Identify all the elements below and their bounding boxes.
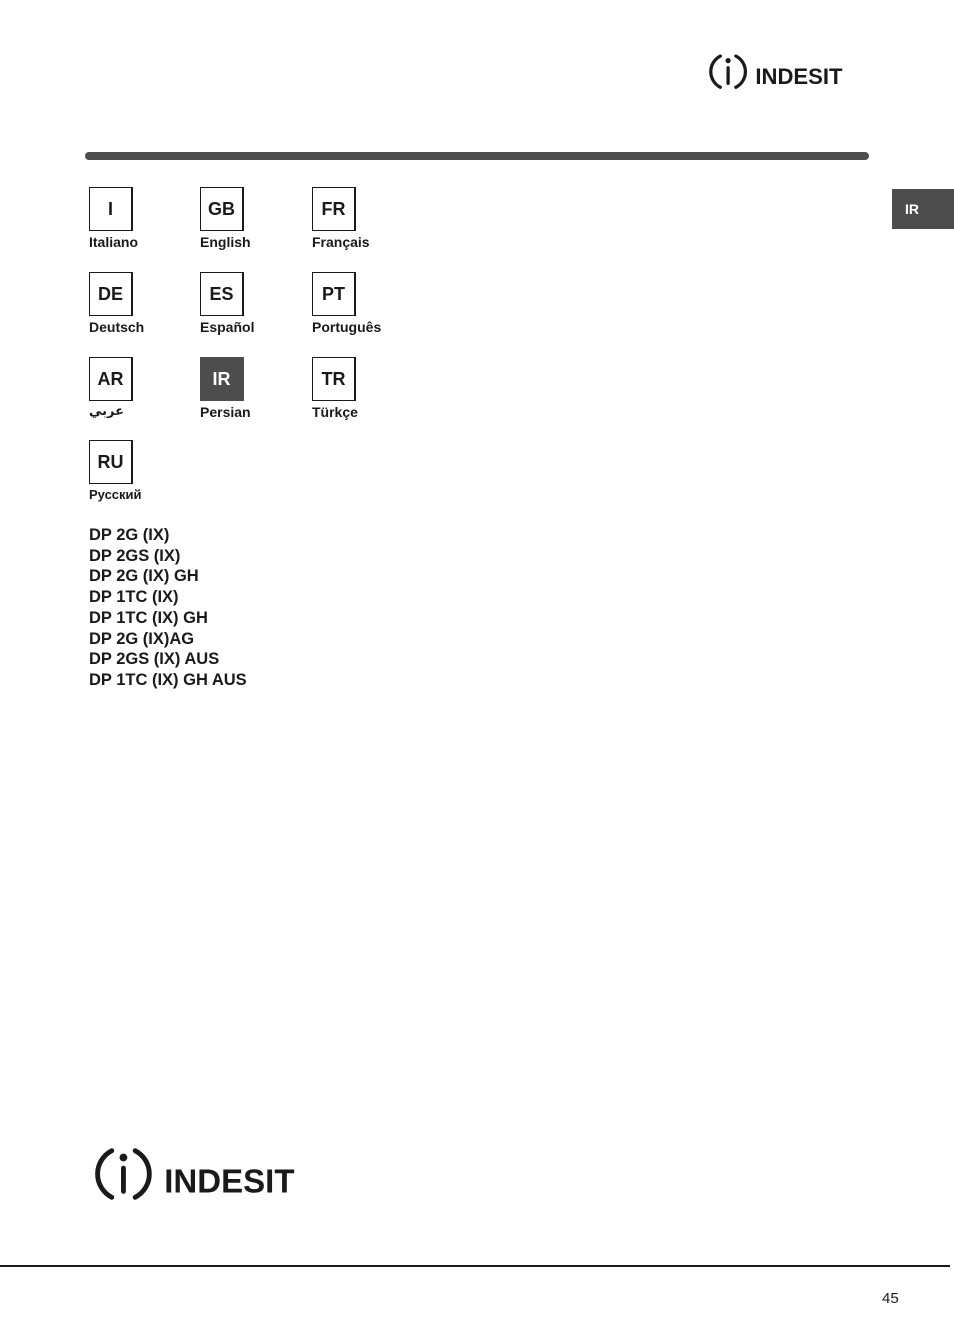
language-name: Italiano <box>89 234 139 250</box>
language-name: English <box>200 234 251 250</box>
language-item-gb[interactable] <box>200 187 310 250</box>
language-code-box-active[interactable] <box>200 357 244 401</box>
language-name: Persian <box>200 404 251 420</box>
language-name: عربي <box>89 404 125 419</box>
model-name: DP 1TC (IX) GH AUS <box>89 670 247 689</box>
language-code: GB <box>208 198 235 219</box>
model-name: DP 1TC (IX) GH <box>89 608 208 627</box>
indesit-logo-icon <box>88 1139 326 1207</box>
model-name: DP 2GS (IX) AUS <box>89 650 220 669</box>
language-item-ar[interactable] <box>89 357 199 419</box>
language-name: Português <box>312 319 382 335</box>
header-rule <box>85 152 869 160</box>
language-code-box[interactable] <box>89 357 133 401</box>
language-code: AR <box>97 368 124 389</box>
language-code: ES <box>209 283 234 304</box>
page-number: 45 <box>882 1290 899 1307</box>
language-code-box[interactable] <box>200 272 244 316</box>
language-name: Español <box>200 319 255 335</box>
language-item-fr[interactable] <box>312 187 422 250</box>
brand-logo-top <box>706 48 862 94</box>
language-code-box[interactable] <box>200 187 244 231</box>
language-item-ir[interactable] <box>200 357 310 420</box>
language-code-box[interactable] <box>89 187 133 231</box>
language-code: I <box>107 198 113 219</box>
footer-rule <box>0 1265 950 1267</box>
language-code: FR <box>321 198 346 219</box>
language-item-ru[interactable] <box>89 440 199 502</box>
model-name: DP 2GS (IX) <box>89 546 181 565</box>
language-code: IR <box>212 368 231 389</box>
language-name: Deutsch <box>89 319 145 335</box>
indesit-logo-icon <box>706 48 862 94</box>
language-code-box[interactable] <box>89 440 133 484</box>
language-code: RU <box>97 451 124 472</box>
svg-text:INDESIT: INDESIT <box>755 64 843 89</box>
language-name: Français <box>312 234 370 250</box>
language-item-pt[interactable] <box>312 272 422 335</box>
model-name: DP 2G (IX)AG <box>89 629 195 648</box>
language-item-tr[interactable] <box>312 357 422 420</box>
language-code: DE <box>97 283 123 304</box>
language-code-box[interactable] <box>312 187 356 231</box>
brand-logo-bottom <box>88 1139 326 1207</box>
language-code-box[interactable] <box>89 272 133 316</box>
model-name: DP 2G (IX) <box>89 526 170 544</box>
svg-text:INDESIT: INDESIT <box>164 1162 295 1200</box>
language-item-it[interactable] <box>89 187 199 250</box>
language-code-box[interactable] <box>312 357 356 401</box>
model-name: DP 2G (IX) GH <box>89 567 199 586</box>
language-code: TR <box>321 368 346 389</box>
language-item-es[interactable] <box>200 272 310 335</box>
side-language-tab[interactable] <box>892 189 954 229</box>
language-code: PT <box>321 283 345 304</box>
model-list <box>89 525 247 691</box>
model-name: DP 1TC (IX) <box>89 588 179 607</box>
language-name: Türkçe <box>312 404 358 420</box>
language-item-de[interactable] <box>89 272 199 335</box>
language-code-box[interactable] <box>312 272 356 316</box>
side-language-tab-label: IR <box>905 201 919 217</box>
language-name: Русский <box>89 487 142 502</box>
